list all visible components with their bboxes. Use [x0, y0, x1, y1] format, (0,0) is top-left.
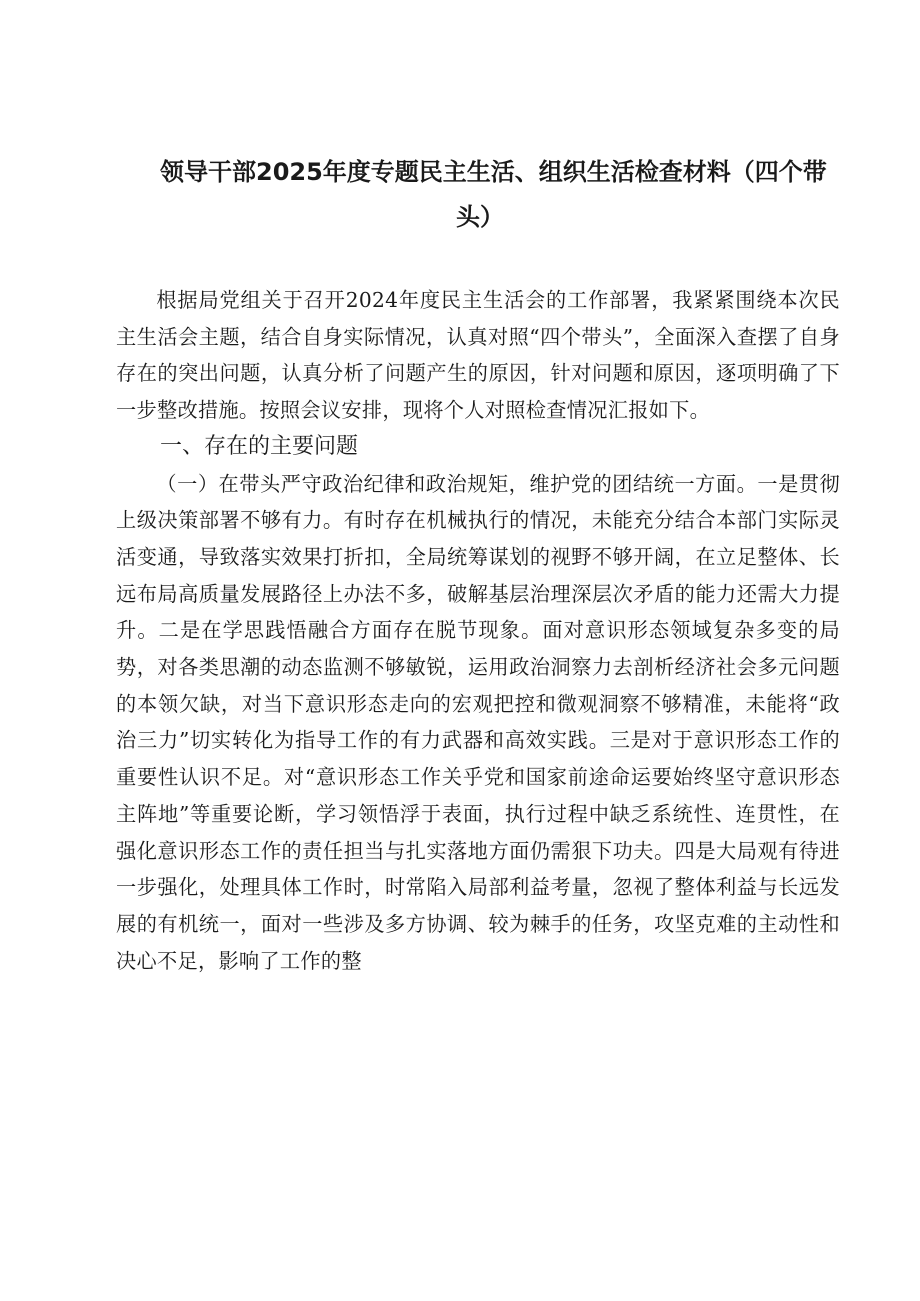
section-heading-main-problems: 一、存在的主要问题: [160, 433, 359, 459]
document-body: [116, 282, 840, 979]
document-title: [160, 150, 840, 240]
section-paragraph-political-discipline: （一）在带头严守政治纪律和政治规矩，维护党的团结统一方面。一是贯彻上级决策部署不够有力。有时存在机械执行的情况，未能充分结合本部门实际灵活变通，导致落实效果打折扣，全局统筹谋划的视野不够开阔，在立足整体、长远布局高质量发展路径上办法不多，破解基层治理深层次矛盾的能力还需大力提升。二是在学思践悟融合方面存在脱节现象。面对意识形态领域复杂多变的局势，对各类思潮的动态监测不够敏锐，运用政治洞察力去剖析经济社会多元问题的本领欠缺，对当下意识形态走向的宏观把控和微观洞察不够精准，未能将“政治三力”切实转化为指导工作的有力武器和高效实践。三是对于意识形态工作的重要性认识不足。对“意识形态工作关乎党和国家前途命运要始终坚守意识形态主阵地”等重要论断，学习领悟浮于表面，执行过程中缺乏系统性、连贯性，在强化意识形态工作的责任担当与扎实落地方面仍需狠下功夫。四是大局观有待进一步强化，处理具体工作时，时常陷入局部利益考量，忽视了整体利益与长远发展的有机统一，面对一些涉及多方协调、较为棘手的任务，攻坚克难的主动性和决心不足，影响了工作的整: [116, 471, 840, 973]
document-title-line1: 领导干部2025年度专题民主生活、组织生活检查材料（四个带: [160, 158, 827, 186]
intro-paragraph: 根据局党组关于召开2024年度民主生活会的工作部署，我紧紧围绕本次民主生活会主题，结合自身实际情况，认真对照“四个带头”，全面深入查摆了自身存在的突出问题，认真分析了问题产生的原因，针对问题和原因，逐项明确了下一步整改措施。按照会议安排，现将个人对照检查情况汇报如下。: [116, 288, 840, 423]
document-title-line2: 头）: [456, 203, 504, 231]
